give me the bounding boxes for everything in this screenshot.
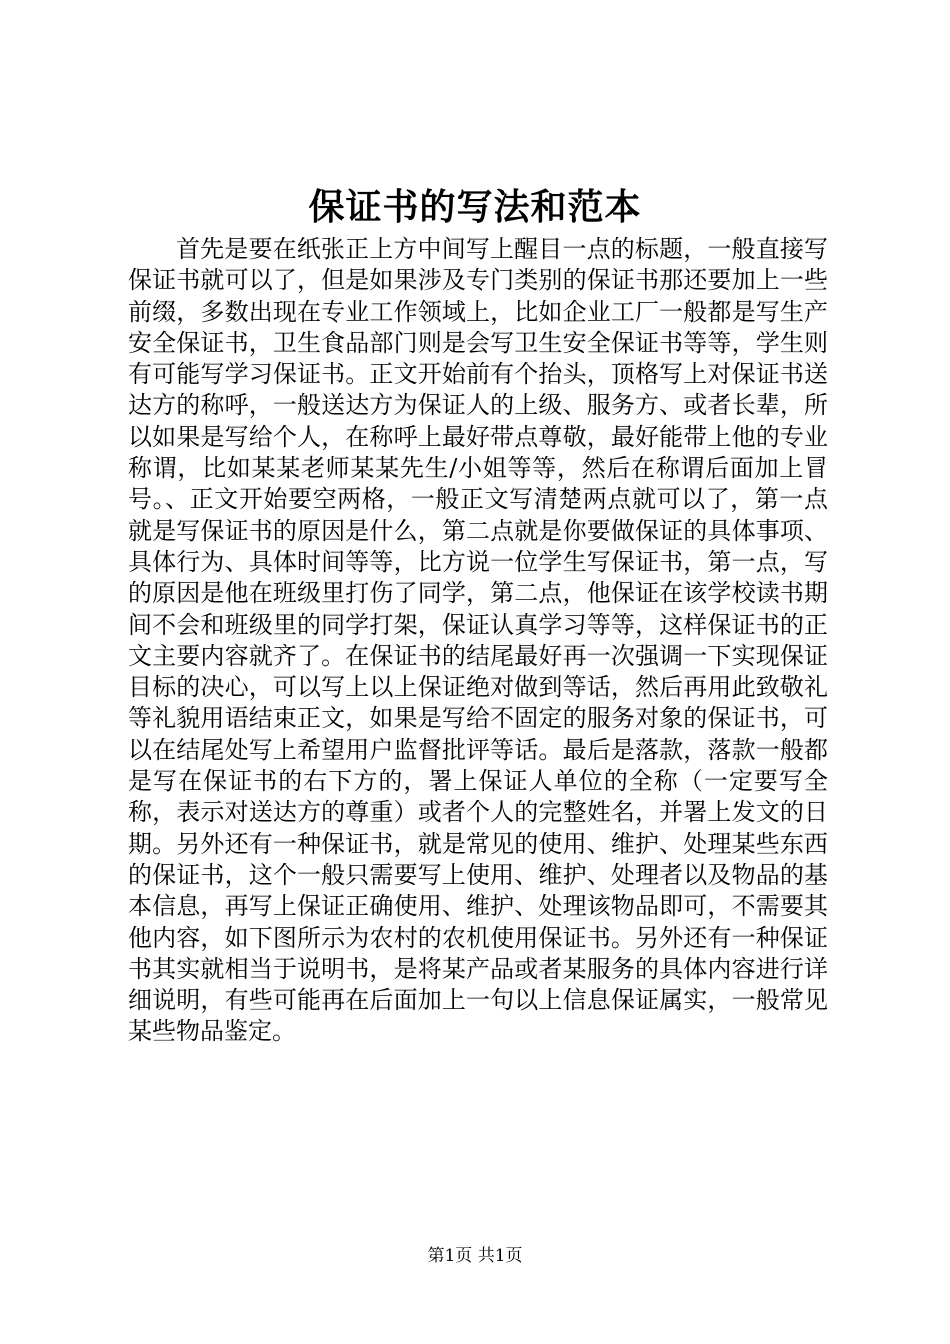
document-body-paragraph: 首先是要在纸张正上方中间写上醒目一点的标题，一般直接写保证书就可以了，但是如果涉及专门类别的保证书那还要加上一些前缀，多数出现在专业工作领域上，比如企业工厂一般都是写生产安全保证书，卫生食品部门则是会写卫生安全保证书等等，学生则有可能写学习保证书。正文开始前有个抬头，顶格写上对保证书送达方的称呼，一般送达方为保证人的上级、服务方、或者长辈，所以如果是写给个人，在称呼上最好带点尊敬，最好能带上他的专业称谓，比如某某老师某某先生/小姐等等，然后在称谓后面加上冒号。、正文开始要空两格，一般正文写清楚两点就可以了，第一点就是写保证书的原因是什么，第二点就是你要做保证的具体事项、具体行为、具体时间等等，比方说一位学生写保证书，第一点，写的原因是他在班级里打伤了同学，第二点，他保证在该学校读书期间不会和班级里的同学打架，保证认真学习等等，这样保证书的正文主要内容就齐了。在保证书的结尾最好再一次强调一下实现保证目标的决心，可以写上以上保证绝对做到等话，然后再用此致敬礼等礼貌用语结束正文，如果是写给不固定的服务对象的保证书，可以在结尾处写上希望用户监督批评等话。最后是落款，落款一般都是写在保证书的右下方的，署上保证人单位的全称（一定要写全称，表示对送达方的尊重）或者个人的完整姓名，并署上发文的日期。另外还有一种保证书，就是常见的使用、维护、处理某些东西的保证书，这个一般只需要写上使用、维护、处理者以及物品的基本信息，再写上保证正确使用、维护、处理该物品即可，不需要其他内容，如下图所示为农村的农机使用保证书。另外还有一种保证书其实就相当于说明书，是将某产品或者某服务的具体内容进行详细说明，有些可能再在后面加上一句以上信息保证属实，一般常见某些物品鉴定。: [128, 235, 828, 1046]
page-footer-page-number: 第1页 共1页: [427, 1246, 523, 1266]
document-title: 保证书的写法和范本: [308, 186, 642, 228]
